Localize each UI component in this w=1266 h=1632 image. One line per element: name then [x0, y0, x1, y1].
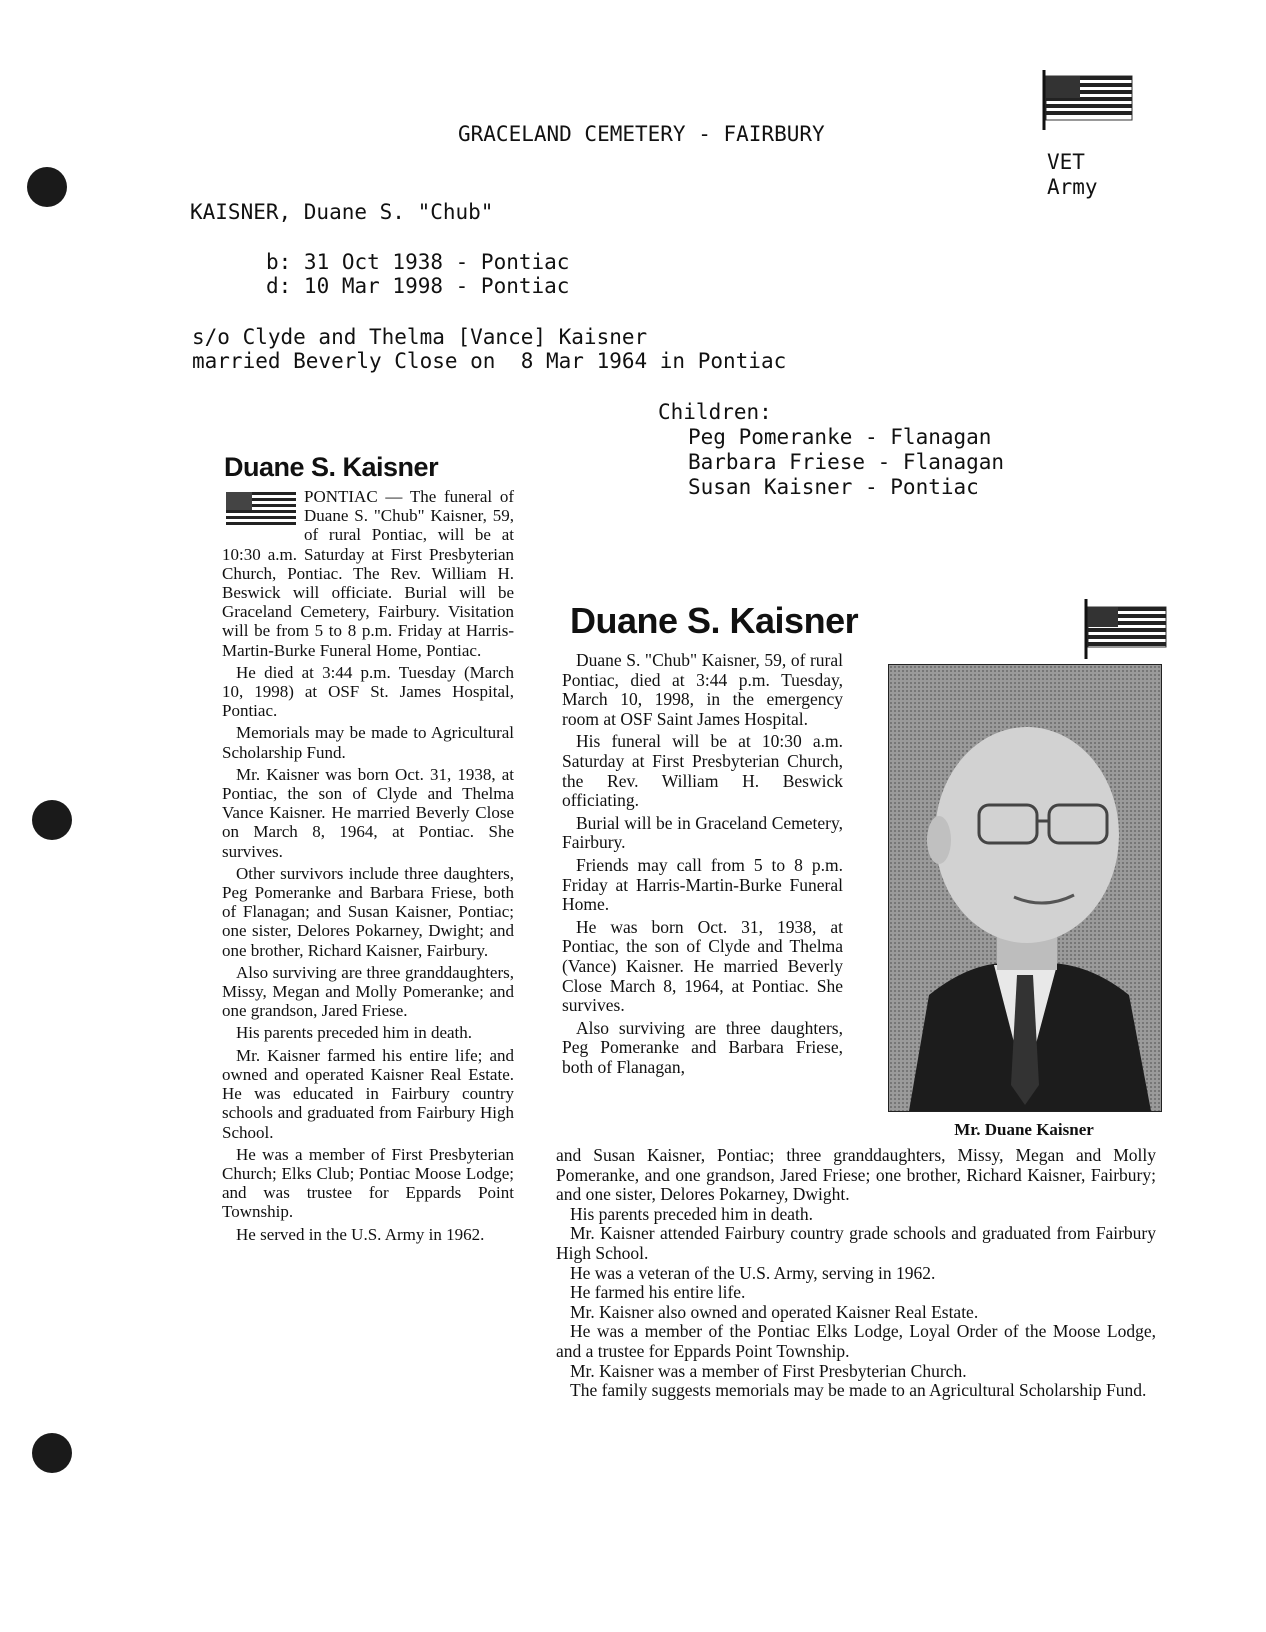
birth-line: b: 31 Oct 1938 - Pontiac	[266, 250, 570, 274]
flag-spacer	[222, 487, 304, 535]
cemetery-title: GRACELAND CEMETERY - FAIRBURY	[458, 122, 825, 146]
clipping-2-paragraph: His funeral will be at 10:30 a.m. Saturday at First Presbyterian Church, the Rev. William H. Beswick officiating.	[562, 731, 843, 811]
us-flag-icon	[1082, 597, 1170, 659]
clipping-2-paragraph: Mr. Kaisner also owned and operated Kaisner Real Estate.	[570, 1301, 979, 1322]
clipping-2-paragraph: Mr. Kaisner attended Fairbury country grade schools and graduated from Fairbury High School.	[556, 1223, 1156, 1263]
clipping-2-paragraph: He was born Oct. 31, 1938, at Pontiac, the son of Clyde and Thelma (Vance) Kaisner. He married Beverly Close March 8, 1964, at Pontiac. She survives.	[562, 916, 843, 1016]
clipping-1-paragraph: He was a member of First Presbyterian Church; Elks Club; Pontiac Moose Lodge; and was trustee for Eppards Point Township.	[222, 1144, 514, 1222]
clipping-2-paragraph: Friends may call from 5 to 8 p.m. Friday at Harris-Martin-Burke Funeral Home.	[562, 854, 843, 915]
child-item: Barbara Friese - Flanagan	[688, 450, 1005, 474]
clipping-2-paragraph: He was a veteran of the U.S. Army, serving in 1962.	[570, 1262, 936, 1283]
child-item: Susan Kaisner - Pontiac	[688, 475, 979, 499]
children-label: Children:	[658, 400, 772, 424]
clipping-2-paragraph: and Susan Kaisner, Pontiac; three granddaughters, Missy, Megan and Molly Pomeranke, and one grandson, Jared Friese; one brother, Richard Kaisner, Fairbury; and one sister, Delores Pokarney, Dwight.	[556, 1145, 1156, 1205]
clipping-2-paragraph: Mr. Kaisner was a member of First Presbyterian Church.	[570, 1360, 967, 1381]
us-flag-icon	[1040, 68, 1140, 130]
record-name: KAISNER, Duane S. "Chub"	[190, 200, 494, 224]
clipping-1-paragraph: He died at 3:44 p.m. Tuesday (March 10, 1998) at OSF St. James Hospital, Pontiac.	[222, 662, 514, 721]
child-item: Peg Pomeranke - Flanagan	[688, 425, 992, 449]
clipping-2-paragraph: He was a member of the Pontiac Elks Lodge, Loyal Order of the Moose Lodge, and a trustee for Eppards Point Township.	[556, 1321, 1156, 1361]
clipping-2-paragraph: The family suggests memorials may be made to an Agricultural Scholarship Fund.	[570, 1380, 1147, 1401]
parents-line: s/o Clyde and Thelma [Vance] Kaisner	[192, 325, 648, 349]
clipping-1-paragraph: Mr. Kaisner was born Oct. 31, 1938, at Pontiac, the son of Clyde and Thelma Vance Kaisner. He married Beverly Close on March 8, 1964, at Pontiac. She survives.	[222, 764, 514, 861]
clipping-2-paragraph: Also surviving are three daughters, Peg Pomeranke and Barbara Friese, both of Flanagan,	[562, 1017, 843, 1077]
portrait-photo	[888, 664, 1162, 1112]
clipping-2-paragraph: His parents preceded him in death.	[570, 1203, 813, 1224]
clipping-2-headline: Duane S. Kaisner	[570, 600, 859, 641]
clipping-1-paragraph: Mr. Kaisner farmed his entire life; and owned and operated Kaisner Real Estate. He was educated in Fairbury country schools and graduated from Fairbury High School.	[222, 1045, 514, 1142]
vet-label: VET	[1047, 150, 1085, 174]
clipping-2-paragraph: He farmed his entire life.	[570, 1282, 746, 1303]
clipping-1-paragraph: He served in the U.S. Army in 1962.	[236, 1224, 485, 1244]
marriage-line: married Beverly Close on 8 Mar 1964 in Pontiac	[192, 349, 787, 373]
clipping-2-paragraph: Burial will be in Graceland Cemetery, Fairbury.	[562, 812, 843, 853]
clipping-1-paragraph: His parents preceded him in death.	[236, 1023, 473, 1043]
clipping-1-paragraph: Other survivors include three daughters, Peg Pomeranke and Barbara Friese, both of Flanagan; and Susan Kaisner, Pontiac; one sister, Delores Pokarney, Dwight; and one brother, Richard Kaisner, Fairbury.	[222, 863, 514, 960]
branch-label: Army	[1047, 175, 1098, 199]
punch-hole-top	[27, 167, 67, 207]
clipping-1-headline: Duane S. Kaisner	[224, 452, 439, 482]
clipping-1-paragraph: Also surviving are three granddaughters, Missy, Megan and Molly Pomeranke; and one grandson, Jared Friese.	[222, 962, 514, 1021]
portrait-illustration	[889, 665, 1161, 1111]
death-line: d: 10 Mar 1998 - Pontiac	[266, 274, 570, 298]
clipping-2-narrow-column	[562, 651, 843, 1080]
clipping-1-paragraph: Memorials may be made to Agricultural Scholarship Fund.	[222, 723, 514, 762]
punch-hole-bottom	[32, 1433, 72, 1473]
clipping-2-paragraph: Duane S. "Chub" Kaisner, 59, of rural Pontiac, died at 3:44 p.m. Tuesday, March 10, 1998, in the emergency room at OSF Saint James Hospital.	[562, 650, 843, 729]
clipping-2-wide-column	[556, 1146, 1156, 1401]
photo-caption: Mr. Duane Kaisner	[954, 1120, 1094, 1139]
clipping-1-paragraph: PONTIAC — The funeral of Duane S. "Chub" Kaisner, 59, of rural Pontiac, will be at 10:30 a.m. Saturday at First Presbyterian Church, Pontiac. The Rev. William H. Beswick will officiate. Burial will be Graceland Cemetery, Fairbury. Visitation will be from 5 to 8 p.m. Friday at Harris-Martin-Burke Funeral Home, Pontiac.	[222, 487, 514, 660]
clipping-1-body	[222, 487, 514, 1247]
punch-hole-middle	[32, 800, 72, 840]
